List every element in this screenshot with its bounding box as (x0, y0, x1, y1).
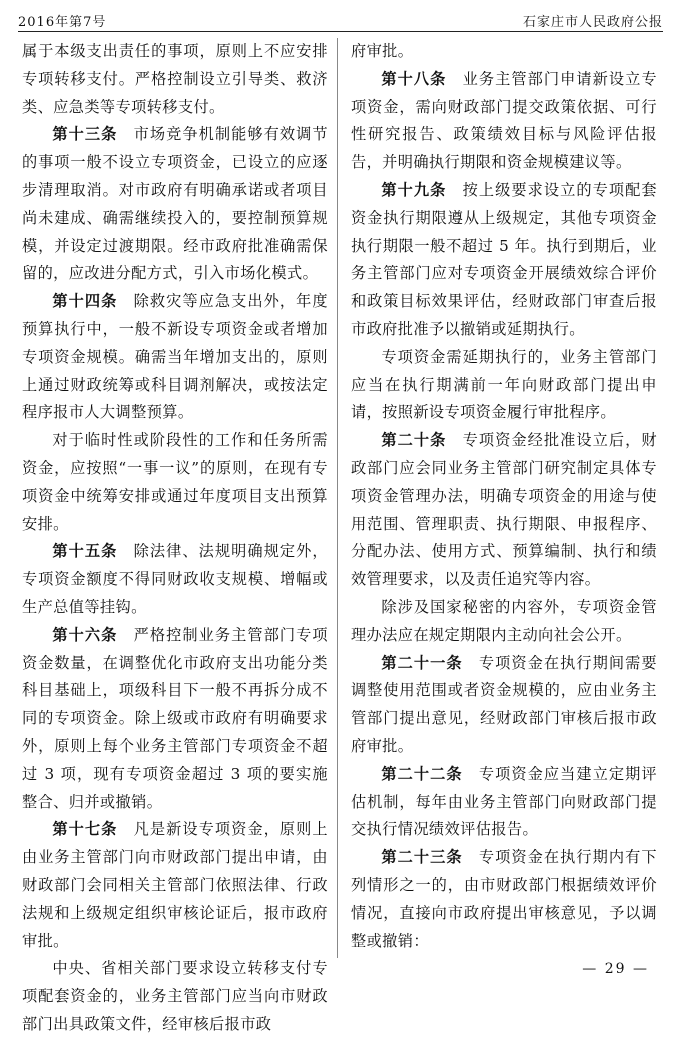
paragraph (22, 816, 328, 955)
article-number: 第二十一条 (381, 653, 463, 672)
article-number: 第十九条 (381, 180, 447, 199)
paragraph (351, 344, 657, 427)
paragraph-text: 府审批。 (351, 42, 414, 60)
paragraph (351, 177, 657, 344)
paragraph-text: 属于本级支出责任的事项，原则上不应安排专项转移支付。严格控制设立引导类、救济类、应急类等专项转移支付。 (22, 42, 328, 116)
article-number: 第二十二条 (381, 764, 463, 783)
publication-title: 石家庄市人民政府公报 (522, 15, 663, 30)
article-number: 第十四条 (52, 292, 118, 311)
paragraph-text: 中央、省相关部门要求设立转移支付专项配套资金的，业务主管部门应当向市财政部门出具政策文件，经审核后报市政 (22, 959, 328, 1033)
paragraph-text: 除涉及国家秘密的内容外，专项资金管理办法应在规定期限内主动向社会公开。 (351, 597, 657, 644)
right-column (351, 38, 657, 955)
article-number: 第十三条 (52, 125, 118, 144)
paragraph (351, 761, 657, 844)
paragraph (351, 66, 657, 177)
article-number: 第十七条 (52, 820, 118, 839)
paragraph (22, 538, 328, 621)
paragraph (351, 427, 657, 594)
paragraph-text: 凡是新设专项资金，原则上由业务主管部门向市财政部门提出申请，由财政部门会同相关主管部门依照法律、行政法规和上级规定组织审核论证后，报市政府审批。 (22, 820, 329, 950)
column-divider (337, 38, 338, 958)
issue-label: 2016年第7号 (18, 15, 107, 30)
paragraph (351, 594, 657, 650)
paragraph (22, 427, 328, 538)
header-rule (18, 31, 663, 32)
paragraph-text: 业务主管部门申请新设立专项资金，需向财政部门提交政策依据、可行性研究报告、政策绩效目标与风险评估报告，并明确执行期限和资金规模建议等。 (351, 69, 658, 172)
left-column (22, 38, 328, 1039)
paragraph-text: 专项资金应当建立定期评估机制，每年由业务主管部门向财政部门提交执行情况绩效评估报告。 (351, 764, 658, 839)
paragraph (351, 650, 657, 761)
page-number: — 29 — (582, 961, 649, 977)
paragraph-text: 除救灾等应急支出外，年度预算执行中，一般不新设专项资金或者增加专项资金规模。确需当年增加支出的，原则上通过财政统筹或科目调剂解决，或按法定程序报市人大调整预算。 (22, 292, 329, 422)
paragraph-text: 对于临时性或阶段性的工作和任务所需资金，应按照“一事一议”的原则，在现有专项资金中统筹安排或通过年度项目支出预算安排。 (22, 431, 328, 533)
paragraph-text: 专项资金在执行期间需要调整使用范围或者资金规模的，应由业务主管部门提出意见，经财政部门审核后报市政府审批。 (351, 653, 658, 755)
paragraph-text: 除法律、法规明确规定外，专项资金额度不得同财政收支规模、增幅或生产总值等挂钩。 (22, 542, 329, 616)
paragraph-text: 按上级要求设立的专项配套资金执行期限遵从上级规定，其他专项资金执行期限一般不超过 5 年。执行到期后，业务主管部门应对专项资金开展绩效综合评价和政策目标效果评估，经财政部门审查后报市政府批准予以撤销或延期执行。 (351, 180, 658, 338)
article-number: 第十五条 (52, 542, 118, 561)
paragraph-text: 专项资金经批准设立后，财政部门应会同业务主管部门研究制定具体专项资金管理办法，明确专项资金的用途与使用范围、管理职责、执行期限、申报程序、分配办法、使用方式、预算编制、执行和绩效管理要求，以及责任追究等内容。 (351, 431, 658, 589)
paragraph (22, 38, 328, 121)
paragraph (351, 844, 657, 955)
article-number: 第十六条 (52, 625, 118, 644)
paragraph (351, 38, 657, 66)
paragraph (22, 622, 328, 817)
article-number: 第十八条 (381, 69, 447, 88)
paragraph (22, 288, 328, 427)
paragraph (22, 955, 328, 1038)
paragraph (22, 121, 328, 288)
article-number: 第二十条 (381, 431, 447, 450)
paragraph-text: 专项资金在执行期内有下列情形之一的，由市财政部门根据绩效评价情况，直接向市政府提出审核意见，予以调整或撤销： (351, 848, 658, 950)
article-number: 第二十三条 (381, 848, 463, 867)
paragraph-text: 严格控制业务主管部门专项资金数量，在调整优化市政府支出功能分类科目基础上，项级科目下一般不再拆分成不同的专项资金。除上级或市政府有明确要求外，原则上每个业务主管部门专项资金不超过 3 项，现有专项资金超过 3 项的要实施整合、归并或撤销。 (22, 625, 329, 811)
paragraph-text: 专项资金需延期执行的，业务主管部门应当在执行期满前一年向财政部门提出申请，按照新设专项资金履行审批程序。 (351, 347, 657, 422)
paragraph-text: 市场竞争机制能够有效调节的事项一般不设立专项资金，已设立的应逐步清理取消。对市政府有明确承诺或者项目尚未建成、确需继续投入的，要控制预算规模，并设定过渡期限。经市政府批准确需保留的，应改进分配方式，引入市场化模式。 (22, 125, 329, 283)
page-header (18, 8, 663, 30)
